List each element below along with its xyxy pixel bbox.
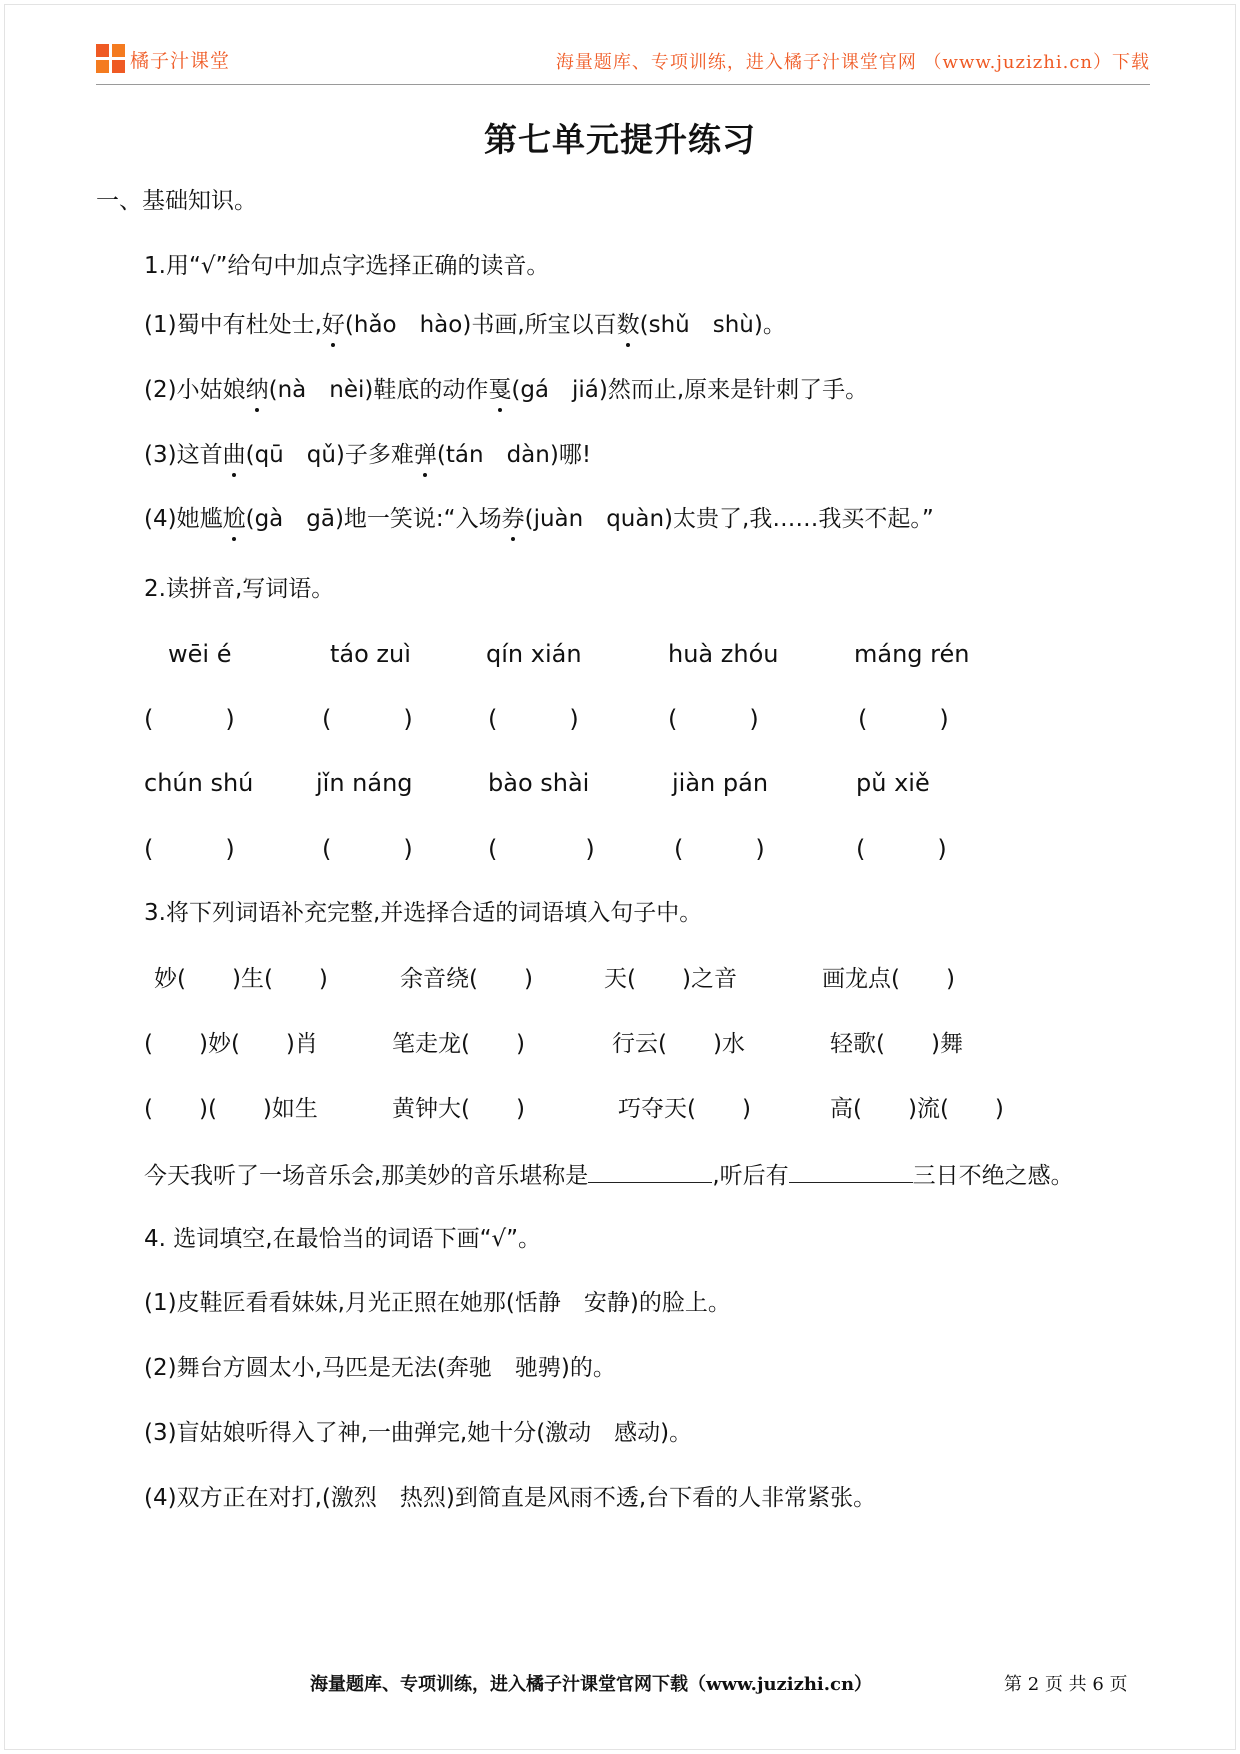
answer-paren[interactable]: ( ) <box>668 705 759 733</box>
fill-blank[interactable] <box>789 1158 913 1183</box>
idiom-item[interactable]: 巧夺天( ) <box>618 1096 751 1122</box>
idiom-item[interactable]: 高( )流( ) <box>830 1096 1004 1122</box>
dotted-char: 曲 <box>222 442 246 468</box>
answer-paren[interactable]: ( ) <box>856 835 947 863</box>
idiom-item[interactable]: 行云( )水 <box>612 1031 745 1057</box>
orange-logo-icon <box>96 44 126 74</box>
dotted-char: 纳 <box>245 377 269 403</box>
q1-item-1: (1)蜀中有杜处士,好(hǎo hào)书画,所宝以百数(shǔ shù)。 <box>144 312 786 338</box>
q3-sentence: 今天我听了一场音乐会,那美妙的音乐堪称是 ,听后有 三日不绝之感。 <box>144 1158 1074 1191</box>
q4-item-4: (4)双方正在对打,(激烈 热烈)到简直是风雨不透,台下看的人非常紧张。 <box>144 1485 877 1511</box>
page-number: 第 2 页 共 6 页 <box>1004 1674 1128 1695</box>
idiom-item[interactable]: ( )( )如生 <box>144 1096 318 1122</box>
answer-paren[interactable]: ( ) <box>322 705 413 733</box>
idiom-item[interactable]: 轻歌( )舞 <box>830 1031 963 1057</box>
header-divider <box>96 84 1150 85</box>
q4-prompt: 4. 选词填空,在最恰当的词语下画“√”。 <box>144 1226 542 1252</box>
q1-item-4: (4)她尴尬(gà gā)地一笑说:“入场券(juàn quàn)太贵了,我……我买不起。” <box>144 506 934 532</box>
dotted-char: 券 <box>501 506 525 532</box>
q4-item-1: (1)皮鞋匠看看妹妹,月光正照在她那(恬静 安静)的脸上。 <box>144 1290 731 1316</box>
q3-prompt: 3.将下列词语补充完整,并选择合适的词语填入句子中。 <box>144 900 703 926</box>
q4-item-2: (2)舞台方圆太小,马匹是无法(奔驰 驰骋)的。 <box>144 1355 616 1381</box>
header-slogan: 海量题库、专项训练，进入橘子汁课堂官网 （www.juzizhi.cn）下载 <box>555 52 1150 73</box>
answer-paren[interactable]: ( ) <box>488 705 579 733</box>
dotted-char: 弹 <box>413 442 437 468</box>
idiom-item[interactable]: 笔走龙( ) <box>392 1031 525 1057</box>
idiom-item[interactable]: ( )妙( )肖 <box>144 1031 318 1057</box>
fill-blank[interactable] <box>588 1158 712 1183</box>
idiom-item[interactable]: 妙( )生( ) <box>154 966 328 992</box>
pinyin-item: huà zhóu <box>668 640 779 668</box>
q1-item-2: (2)小姑娘纳(nà nèi)鞋底的动作戛(gá jiá)然而止,原来是针刺了手。 <box>144 377 869 403</box>
section-heading: 一、基础知识。 <box>96 188 257 214</box>
answer-paren[interactable]: ( ) <box>144 705 235 733</box>
q4-item-3: (3)盲姑娘听得入了神,一曲弹完,她十分(激动 感动)。 <box>144 1420 693 1446</box>
q1-item-3: (3)这首曲(qū qǔ)子多难弹(tán dàn)哪! <box>144 442 592 468</box>
idiom-item[interactable]: 画龙点( ) <box>822 966 955 992</box>
pinyin-item: chún shú <box>144 769 254 797</box>
brand-name: 橘子汁课堂 <box>130 49 231 72</box>
idiom-item[interactable]: 余音绕( ) <box>400 966 533 992</box>
q1-prompt: 1.用“√”给句中加点字选择正确的读音。 <box>144 253 550 279</box>
pinyin-item: jǐn náng <box>316 769 413 797</box>
page-title: 第七单元提升练习 <box>484 120 756 159</box>
q2-prompt: 2.读拼音,写词语。 <box>144 576 335 602</box>
idiom-item[interactable]: 黄钟大( ) <box>392 1096 525 1122</box>
dotted-char: 尬 <box>222 506 246 532</box>
dotted-char: 数 <box>616 312 640 338</box>
dotted-char: 戛 <box>488 377 512 403</box>
pinyin-item: pǔ xiě <box>856 769 930 797</box>
footer-slogan: 海量题库、专项训练，进入橘子汁课堂官网下载（www.juzizhi.cn） <box>310 1674 873 1695</box>
pinyin-item: jiàn pán <box>672 769 769 797</box>
dotted-char: 好 <box>321 312 345 338</box>
brand-logo[interactable] <box>96 44 230 74</box>
pinyin-item: bào shài <box>488 769 590 797</box>
pinyin-item: máng rén <box>854 640 970 668</box>
pinyin-item: qín xián <box>486 640 582 668</box>
answer-paren[interactable]: ( ) <box>322 835 413 863</box>
idiom-item[interactable]: 天( )之音 <box>604 966 737 992</box>
page-header <box>96 44 1150 86</box>
pinyin-item: táo zuì <box>330 640 411 668</box>
answer-paren[interactable]: ( ) <box>858 705 949 733</box>
answer-paren[interactable]: ( ) <box>674 835 765 863</box>
answer-paren[interactable]: ( ) <box>488 835 595 863</box>
answer-paren[interactable]: ( ) <box>144 835 235 863</box>
pinyin-item: wēi é <box>168 640 232 668</box>
